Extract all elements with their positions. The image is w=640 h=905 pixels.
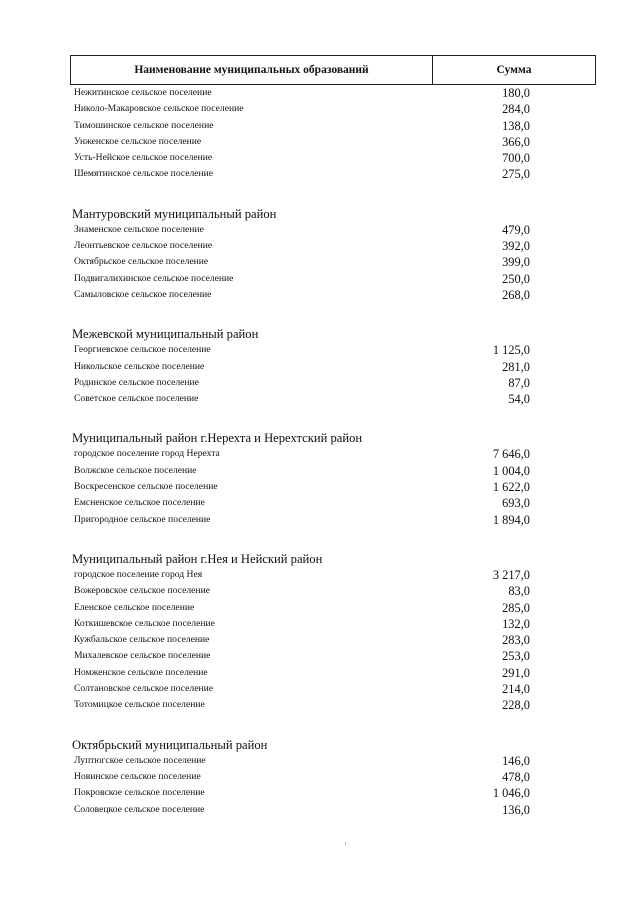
district-title [0, 427, 640, 447]
table-row [0, 376, 640, 392]
amount-value: 3 217,0 [492, 567, 530, 582]
amount-value: 214,0 [502, 682, 530, 697]
table-row [0, 288, 640, 304]
amount-value: 180,0 [502, 86, 530, 100]
table-row [0, 770, 640, 786]
amount-value: 7 646,0 [492, 447, 530, 462]
table-row [0, 392, 640, 408]
amount-value: 253,0 [502, 649, 530, 664]
municipality-name: Вожеровское сельское поселение [74, 585, 210, 597]
municipality-name: городское поселение город Нерехта [74, 448, 220, 460]
amount-value: 281,0 [502, 359, 530, 374]
municipality-name: Пригородное сельское поселение [74, 513, 211, 525]
table-row [0, 803, 640, 819]
municipality-name: Соловецкое сельское поселение [74, 803, 205, 815]
table-header [70, 55, 596, 85]
municipality-name: Коткишевское сельское поселение [74, 617, 215, 629]
municipality-name: Новинское сельское поселение [74, 770, 201, 782]
table-row [0, 343, 640, 359]
district-title [0, 734, 640, 754]
amount-value: 366,0 [502, 134, 530, 149]
municipality-name: Никольское сельское поселение [74, 360, 205, 372]
table-row [0, 568, 640, 584]
municipality-name: Номженское сельское поселение [74, 666, 208, 678]
amount-value: 1 004,0 [492, 463, 530, 478]
district-group [0, 427, 640, 528]
table-row [0, 135, 640, 151]
municipality-name: Самыловское сельское поселение [74, 288, 212, 300]
municipality-name: Знаменское сельское поселение [74, 223, 204, 235]
table-row [0, 682, 640, 698]
amount-value: 693,0 [502, 496, 530, 511]
amount-value: 283,0 [502, 633, 530, 648]
amount-value: 275,0 [502, 167, 530, 182]
district-group [0, 323, 640, 408]
table-row [0, 272, 640, 288]
district-title-text: Октябрьский муниципальный район [72, 737, 268, 752]
amount-value: 54,0 [508, 392, 530, 407]
table-row [0, 480, 640, 496]
table-row [0, 617, 640, 633]
table-row [0, 102, 640, 118]
district-group [0, 203, 640, 304]
table-row [0, 447, 640, 463]
district-title-text: Межевской муниципальный район [72, 327, 259, 342]
municipality-name: Родинское сельское поселение [74, 376, 199, 388]
table-row [0, 167, 640, 183]
table-row [0, 666, 640, 682]
amount-value: 479,0 [502, 222, 530, 237]
municipality-name: Солтановское сельское поселение [74, 683, 214, 695]
district-title-text: Мантуровский муниципальный район [72, 206, 277, 221]
municipality-name: Емсненское сельское поселение [74, 497, 205, 509]
municipality-name: Советское сельское поселение [74, 393, 199, 405]
table-row [0, 496, 640, 512]
table-row [0, 786, 640, 802]
amount-value: 285,0 [502, 600, 530, 615]
header-sum-column: Сумма [496, 64, 532, 76]
table-row [0, 754, 640, 770]
amount-value: 136,0 [502, 802, 530, 817]
district-title [0, 203, 640, 223]
municipality-name: Николо-Макаровское сельское поселение [74, 103, 244, 115]
amount-value: 291,0 [502, 665, 530, 680]
table-row [0, 698, 640, 714]
table-row [0, 119, 640, 135]
table-row [0, 86, 640, 102]
header-name-column: Наименование муниципальных образований [71, 56, 433, 84]
table-row [0, 464, 640, 480]
table-row [0, 601, 640, 617]
municipality-name: Волжское сельское поселение [74, 464, 197, 476]
municipality-name: Воскресенское сельское поселение [74, 481, 218, 493]
amount-value: 392,0 [502, 239, 530, 254]
municipality-name: Нежитинское сельское поселение [74, 87, 212, 98]
amount-value: 700,0 [502, 151, 530, 166]
district-title-text: Муниципальный район г.Нея и Нейский район [72, 551, 323, 566]
amount-value: 138,0 [502, 118, 530, 133]
amount-value: 83,0 [508, 584, 530, 599]
municipality-name: Леонтьевское сельское поселение [74, 240, 213, 252]
municipality-name: Октябрьское сельское поселение [74, 256, 209, 268]
table-row [0, 633, 640, 649]
amount-value: 284,0 [502, 102, 530, 117]
municipality-name: Тимошинское сельское поселение [74, 119, 214, 131]
table-row [0, 513, 640, 529]
district-title [0, 548, 640, 568]
municipality-name: Шемятинское сельское поселение [74, 168, 214, 180]
amount-value: 250,0 [502, 271, 530, 286]
amount-value: 399,0 [502, 255, 530, 270]
district-group [0, 548, 640, 715]
municipality-name: Тотомицкое сельское поселение [74, 699, 205, 711]
district-group [0, 734, 640, 819]
amount-value: 1 894,0 [492, 512, 530, 527]
municipality-name: городское поселение город Нея [74, 568, 203, 580]
municipality-name: Луптюгское сельское поселение [74, 754, 206, 766]
district-title-text: Муниципальный район г.Нерехта и Нерехтский район [72, 431, 363, 446]
table-row [0, 151, 640, 167]
municipality-name: Кужбальское сельское поселение [74, 634, 210, 646]
district-group [0, 86, 640, 184]
municipality-name: Покровское сельское поселение [74, 787, 205, 799]
amount-value: 1 622,0 [492, 480, 530, 495]
amount-value: 87,0 [508, 375, 530, 390]
municipality-name: Подвигалихинское сельское поселение [74, 272, 234, 284]
table-row [0, 239, 640, 255]
amount-value: 1 046,0 [492, 786, 530, 801]
amount-value: 478,0 [502, 769, 530, 784]
table-row [0, 649, 640, 665]
amount-value: 132,0 [502, 616, 530, 631]
amount-value: 1 125,0 [492, 343, 530, 358]
table-row [0, 255, 640, 271]
municipality-name: Еленское сельское поселение [74, 601, 195, 613]
amount-value: 146,0 [502, 753, 530, 768]
table-row [0, 360, 640, 376]
district-title [0, 323, 640, 343]
table-body [0, 86, 640, 819]
municipality-name: Унженское сельское поселение [74, 135, 202, 147]
table-row [0, 223, 640, 239]
municipality-name: Михалевское сельское поселение [74, 650, 211, 662]
amount-value: 228,0 [502, 698, 530, 713]
table-row [0, 584, 640, 600]
amount-value: 268,0 [502, 287, 530, 302]
municipality-name: Георгиевское сельское поселение [74, 344, 211, 356]
municipality-name: Усть-Нейское сельское поселение [74, 152, 213, 164]
scan-speck [345, 842, 346, 845]
